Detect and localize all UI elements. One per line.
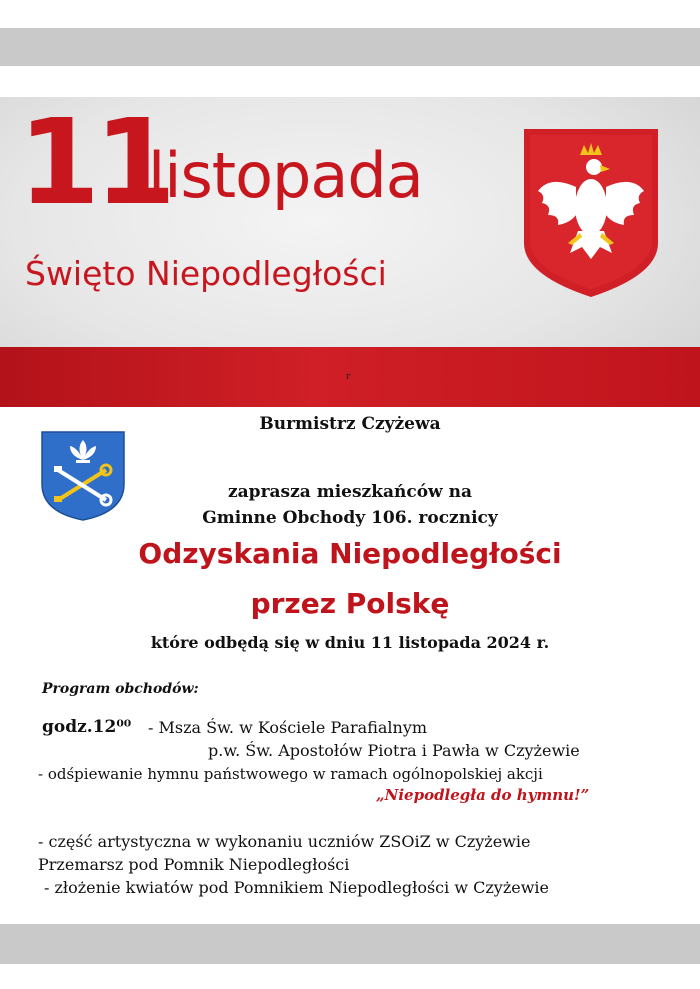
program-heading: Program obchodów: [42, 681, 199, 697]
white-eagle-icon [520, 125, 662, 300]
program-hour: godz.12⁰⁰ [42, 717, 132, 737]
program-flowers: - złożenie kwiatów pod Pomnikiem Niepodległości w Czyżewie [44, 878, 549, 897]
program-mass: - Msza Św. w Kościele Parafialnym [148, 718, 428, 737]
banner-day: 11 [18, 97, 171, 231]
event-date-line: które odbędą się w dniu 11 listopada 2024 r. [150, 633, 550, 652]
program-march: Przemarsz pod Pomnik Niepodległości [38, 855, 350, 874]
banner-month: listopada [148, 139, 423, 212]
holiday-banner [0, 97, 700, 407]
banner-holiday-title: Święto Niepodległości [25, 254, 387, 293]
top-gray-bar [0, 28, 700, 66]
program-art: - część artystyczna w wykonaniu uczniów ZSOiZ w Czyżewie [38, 832, 531, 851]
headline-line-2: przez Polskę [250, 587, 450, 620]
headline-line-1: Odzyskania Niepodległości [138, 537, 562, 570]
program-anthem: - odśpiewanie hymnu państwowego w ramach ogólnopolskiej akcji [38, 765, 543, 783]
invite-line-1: zaprasza mieszkańców na [228, 482, 472, 502]
program-slogan: „Niepodległa do hymnu!” [376, 786, 590, 804]
host-name: Burmistrz Czyżewa [259, 414, 441, 434]
banner-small-mark: r [346, 372, 351, 382]
program-church: p.w. Św. Apostołów Piotra i Pawła w Czyżewie [208, 741, 580, 760]
bottom-gray-bar [0, 924, 700, 964]
invite-line-2: Gminne Obchody 106. rocznicy [202, 508, 498, 528]
